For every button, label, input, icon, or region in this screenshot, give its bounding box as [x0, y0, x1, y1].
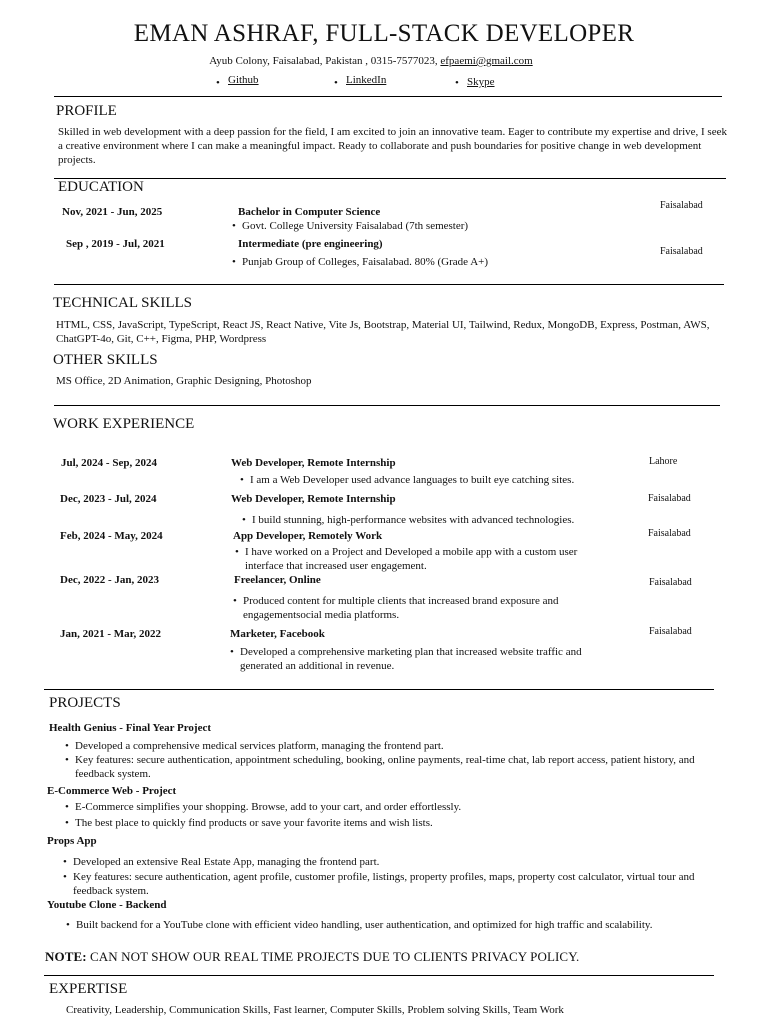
project-point: [65, 816, 707, 830]
bullet: •: [65, 801, 69, 813]
work-title: Marketer, Facebook: [230, 628, 325, 640]
work-location: Faisalabad: [648, 528, 691, 539]
work-detail: [235, 545, 605, 573]
profile-heading: PROFILE: [56, 103, 117, 119]
github-link[interactable]: Github: [228, 74, 259, 86]
work-detail-text: I have worked on a Project and Developed a mobile app with a custom user interface that increased user engagement.: [245, 546, 578, 572]
education-location: Faisalabad: [660, 246, 703, 257]
projects-heading: PROJECTS: [49, 695, 121, 711]
project-point-text: E-Commerce simplifies your shopping. Browse, add to your cart, and order effortlessly.: [75, 801, 462, 813]
work-date: Jul, 2024 - Sep, 2024: [61, 457, 157, 469]
project-point: [66, 918, 708, 932]
work-detail: [242, 513, 575, 527]
work-title: App Developer, Remotely Work: [233, 530, 383, 542]
linkedin-link[interactable]: LinkedIn: [346, 74, 387, 86]
education-date: Sep , 2019 - Jul, 2021: [66, 238, 165, 250]
work-detail-text: Developed a comprehensive marketing plan that increased website traffic and generated an additional in revenue.: [240, 646, 582, 672]
education-date: Nov, 2021 - Jun, 2025: [62, 206, 163, 218]
bullet: •: [240, 474, 244, 486]
project-point: [63, 870, 709, 898]
work-date: Feb, 2024 - May, 2024: [60, 530, 163, 542]
project-title: Youtube Clone - Backend: [47, 899, 167, 911]
work-experience-heading: WORK EXPERIENCE: [53, 416, 195, 432]
bullet: •: [66, 919, 70, 931]
divider: [54, 178, 726, 179]
education-title: Bachelor in Computer Science: [238, 206, 381, 218]
divider: [44, 689, 714, 690]
link-bullet: •: [216, 77, 220, 89]
project-point: [65, 753, 707, 781]
bullet: •: [65, 817, 69, 829]
bullet: •: [230, 646, 234, 658]
project-title: Health Genius - Final Year Project: [49, 722, 212, 734]
work-date: Jan, 2021 - Mar, 2022: [60, 628, 162, 640]
contact-address-phone: Ayub Colony, Faisalabad, Pakistan , 0315-7577023,: [209, 55, 441, 67]
work-detail: [230, 645, 590, 673]
project-point-text: Built backend for a YouTube clone with efficient video handling, user authentication, and optimized for high traffic and scalability.: [76, 919, 653, 931]
bullet: •: [63, 856, 67, 868]
project-point: [63, 855, 705, 869]
bullet: •: [65, 754, 69, 766]
other-skills-text: MS Office, 2D Animation, Graphic Designing, Photoshop: [56, 375, 312, 387]
work-location: Faisalabad: [649, 577, 692, 588]
education-title: Intermediate (pre engineering): [238, 238, 383, 250]
bullet: •: [233, 595, 237, 607]
divider: [54, 405, 720, 406]
technical-skills-heading: TECHNICAL SKILLS: [53, 295, 193, 311]
work-title: Web Developer, Remote Internship: [231, 493, 396, 505]
divider: [54, 284, 724, 285]
work-title: Freelancer, Online: [234, 574, 321, 586]
project-point: [65, 739, 707, 753]
project-point-text: The best place to quickly find products or save your favorite items and wish lists.: [75, 817, 433, 829]
project-point-text: Developed a comprehensive medical services platform, managing the frontend part.: [75, 740, 444, 752]
divider: [54, 96, 722, 97]
bullet: •: [232, 256, 236, 268]
expertise-text: Creativity, Leadership, Communication Skills, Fast learner, Computer Skills, Problem solving Skills, Team Work: [66, 1004, 564, 1016]
education-detail-text: Punjab Group of Colleges, Faisalabad. 80% (Grade A+): [242, 256, 489, 268]
work-detail: [233, 594, 613, 622]
project-title: Props App: [47, 835, 97, 847]
project-title: E-Commerce Web - Project: [47, 785, 177, 797]
expertise-heading: EXPERTISE: [49, 981, 128, 997]
work-location: Lahore: [649, 456, 678, 467]
work-detail-text: I am a Web Developer used advance languages to built eye catching sites.: [250, 474, 575, 486]
education-location: Faisalabad: [660, 200, 703, 211]
profile-text: Skilled in web development with a deep passion for the field, I am excited to join an innovative team. Eager to contribute my expertise and drive, I seek a creative environment where I can make a meaningful impact. Ready to collaborate and push boundaries for positive change in web development projects.: [58, 126, 727, 166]
project-point-text: Developed an extensive Real Estate App, managing the frontend part.: [73, 856, 380, 868]
resume-name: EMAN ASHRAF, FULL-STACK DEVELOPER: [133, 20, 635, 47]
project-point-text: Key features: secure authentication, agent profile, customer profile, listings, property profiles, maps, property cost calculator, virtual tour and feedback system.: [73, 871, 695, 897]
education-heading: EDUCATION: [58, 179, 144, 195]
work-title: Web Developer, Remote Internship: [231, 457, 396, 469]
project-point: [65, 800, 707, 814]
bullet: •: [63, 871, 67, 883]
work-date: Dec, 2023 - Jul, 2024: [60, 493, 157, 505]
bullet: •: [232, 220, 236, 232]
bullet: •: [65, 740, 69, 752]
work-detail: [240, 473, 575, 487]
education-detail: [232, 219, 469, 233]
technical-skills-text: HTML, CSS, JavaScript, TypeScript, React JS, React Native, Vite Js, Bootstrap, Material UI, Tailwind, Redux, MongoDB, Express, Postman, AWS, ChatGPT-4o, Git, C++, Figma, PHP, Wordpress: [56, 319, 710, 345]
education-detail-text: Govt. College University Faisalabad (7th semester): [242, 220, 469, 232]
education-detail: [232, 255, 489, 269]
work-date: Dec, 2022 - Jan, 2023: [60, 574, 159, 586]
work-location: Faisalabad: [648, 493, 691, 504]
link-bullet: •: [334, 77, 338, 89]
work-location: Faisalabad: [649, 626, 692, 637]
email-link[interactable]: efpaemi@gmail.com: [440, 55, 533, 67]
divider: [44, 975, 714, 976]
project-point-text: Key features: secure authentication, appointment scheduling, booking, online payments, real-time chat, lab report access, patient history, and feedback system.: [75, 754, 695, 780]
link-bullet: •: [455, 77, 459, 89]
bullet: •: [242, 514, 246, 526]
skype-link[interactable]: Skype: [467, 76, 495, 88]
privacy-note: [45, 949, 579, 965]
work-detail-text: Produced content for multiple clients that increased brand exposure and engagementsocial media platforms.: [243, 595, 559, 621]
note-label: NOTE:: [45, 949, 87, 964]
contact-line: [0, 55, 742, 67]
bullet: •: [235, 546, 239, 558]
work-detail-text: I build stunning, high-performance websites with advanced technologies.: [252, 514, 575, 526]
note-text: CAN NOT SHOW OUR REAL TIME PROJECTS DUE TO CLIENTS PRIVACY POLICY.: [86, 949, 580, 964]
other-skills-heading: OTHER SKILLS: [53, 352, 158, 368]
